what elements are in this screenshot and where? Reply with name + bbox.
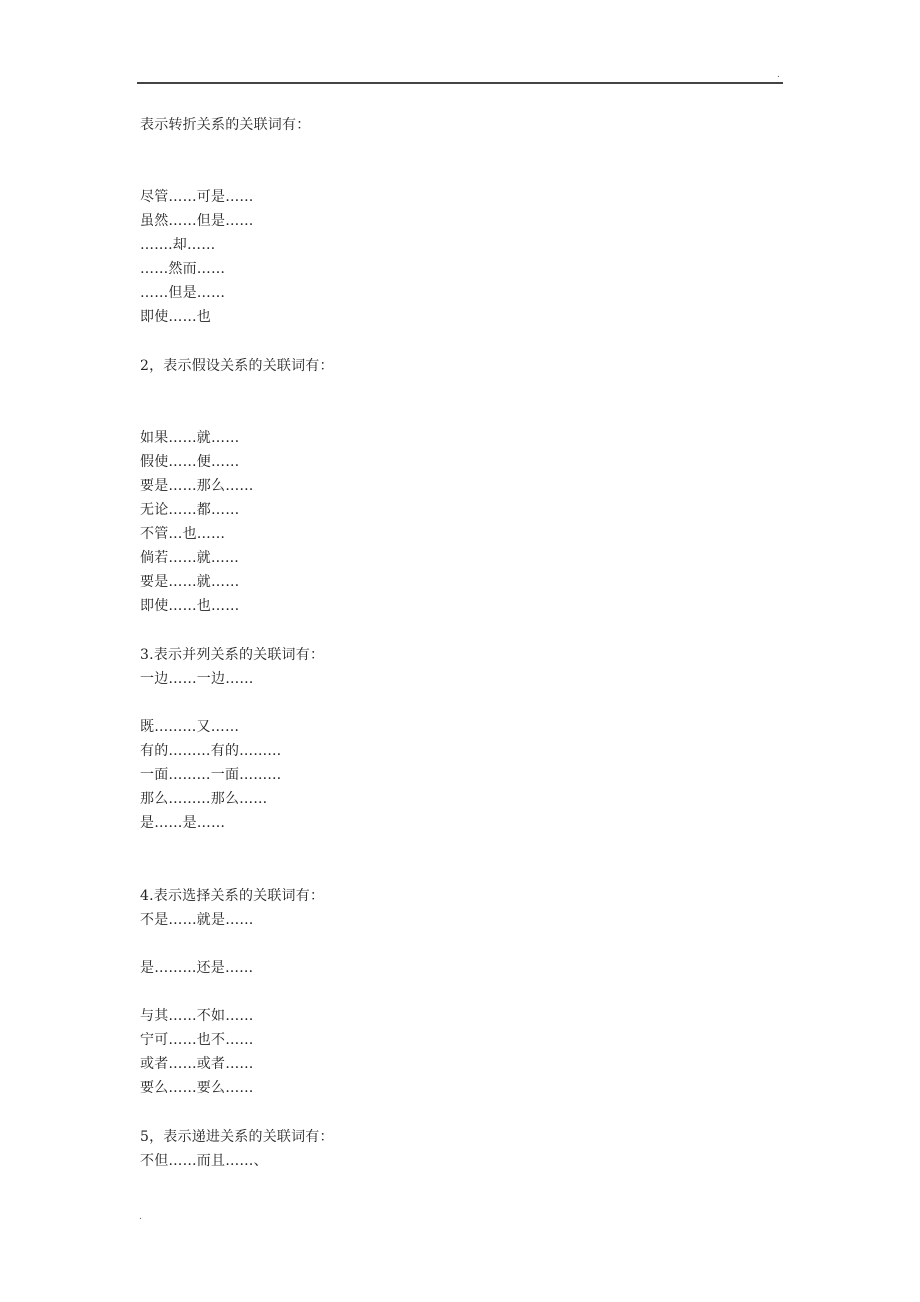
section-heading: 3.表示并列关系的关联词有： xyxy=(140,647,325,663)
section-heading: 4.表示选择关系的关联词有： xyxy=(140,888,325,904)
list-item: 有的…...…有的…...… xyxy=(140,743,282,759)
list-item: 倘若……就...... xyxy=(140,550,239,566)
list-item: 无论……都…… xyxy=(140,502,240,518)
list-item: 一边……一边…… xyxy=(140,671,254,687)
list-item: 是……是…… xyxy=(140,815,226,831)
list-item: 要么……要么…… xyxy=(140,1080,254,1096)
list-item: 虽然……但是…… xyxy=(140,213,254,229)
section-heading: 2，表示假设关系的关联词有： xyxy=(140,358,334,374)
list-item: 是……...还是…… xyxy=(140,960,254,976)
section-heading: 表示转折关系的关联词有： xyxy=(140,117,311,133)
list-item: 不管…也…… xyxy=(140,526,226,542)
footer-dot: . xyxy=(139,1212,142,1222)
list-item: 一面…...…一面…...… xyxy=(140,767,282,783)
list-item: 既…...…又…… xyxy=(140,719,240,735)
list-item: 要是……就…… xyxy=(140,574,240,590)
list-item: 如果……就…… xyxy=(140,430,240,446)
list-item: 那么…...…那么…... xyxy=(140,791,268,807)
list-item: 与其……不如…… xyxy=(140,1008,254,1024)
list-item: 即使……也 xyxy=(140,309,211,325)
list-item: ……但是…… xyxy=(140,285,226,301)
list-item: 不但……而且……、 xyxy=(140,1153,268,1169)
list-item: 宁可……也不…… xyxy=(140,1032,254,1048)
list-item: ……然而…… xyxy=(140,261,226,277)
list-item: 假使……便…… xyxy=(140,454,240,470)
list-item: …....却…… xyxy=(140,237,216,253)
section-heading: 5，表示递进关系的关联词有： xyxy=(140,1129,334,1145)
header-rule xyxy=(137,82,783,84)
list-item: 即使……也…… xyxy=(140,598,240,614)
list-item: 不是……就是…… xyxy=(140,912,254,928)
list-item: 或者……或者…… xyxy=(140,1056,254,1072)
list-item: 尽管……可是…… xyxy=(140,189,254,205)
header-dot: . xyxy=(777,70,780,80)
list-item: 要是……那么…… xyxy=(140,478,254,494)
